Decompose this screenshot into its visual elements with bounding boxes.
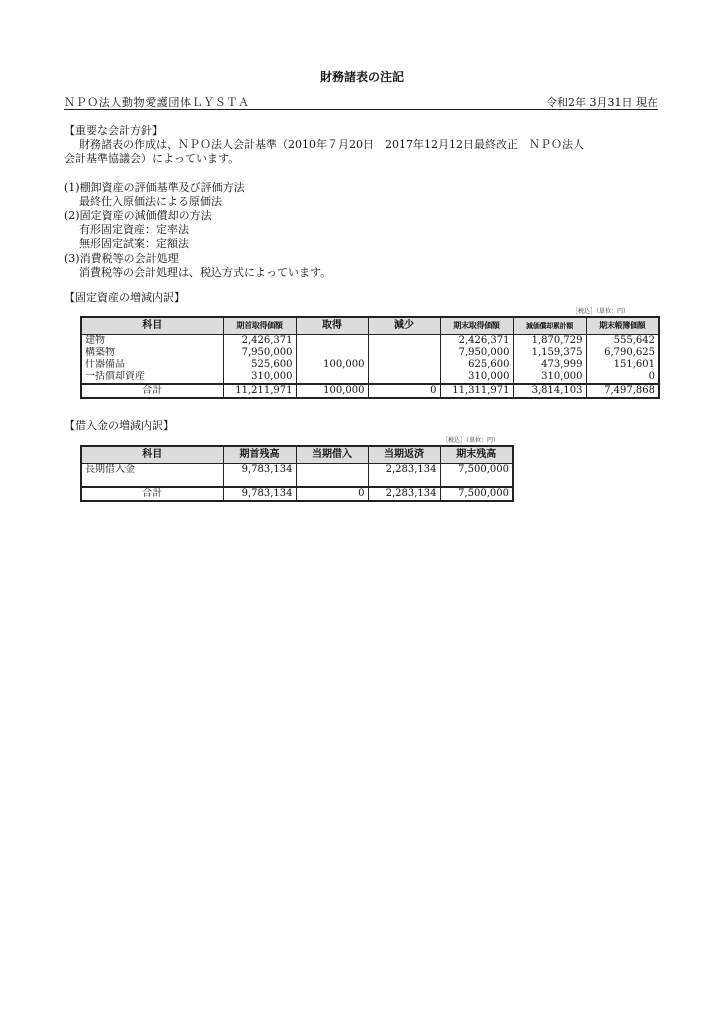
cell-value: 1,870,729	[513, 335, 586, 348]
cell-total-label: 合計	[81, 384, 223, 398]
policy-text-line-1: 財務諸表の作成は、ＮＰＯ法人会計基準（2010年７月20日 2017年12月12日最終改正 ＮＰＯ法人	[79, 138, 584, 152]
policy-item-2: (2)固定資産の減価償却の方法	[64, 209, 212, 223]
cell-blank	[223, 476, 296, 487]
cell-value: 473,999	[513, 359, 586, 371]
policy-item-2-detail-b: 無形固定試案：定額法	[79, 237, 189, 251]
cell-total-value: 11,311,971	[440, 384, 513, 398]
cell-subject: 建物	[81, 335, 223, 348]
cell-value: 7,500,000	[440, 464, 513, 477]
cell-value	[296, 371, 368, 384]
cell-value: 7,950,000	[223, 347, 296, 359]
policy-text-line-2: 会計基準協議会）によっています。	[64, 152, 240, 166]
cell-value: 151,601	[586, 359, 659, 371]
table-header-row	[81, 317, 659, 335]
table-header-row	[81, 446, 513, 464]
col-header-borrowing: 当期借入	[296, 446, 368, 464]
cell-value: 625,600	[440, 359, 513, 371]
table-blank-row	[81, 476, 513, 487]
cell-value: 2,426,371	[223, 335, 296, 348]
cell-value	[296, 464, 368, 477]
cell-value: 2,283,134	[368, 464, 440, 477]
cell-subject: 什器備品	[81, 359, 223, 371]
cell-value	[296, 347, 368, 359]
cell-value: 0	[586, 371, 659, 384]
cell-total-value: 9,783,134	[223, 487, 296, 501]
policy-item-1-detail: 最終仕入原価法による原価法	[79, 194, 222, 208]
cell-value: 555,642	[586, 335, 659, 348]
col-header-accumulated-depreciation: 減価償却累計額	[513, 317, 586, 335]
cell-value: 2,426,371	[440, 335, 513, 348]
report-date: 令和2年 3月31日 現在	[546, 96, 658, 109]
table-row	[81, 347, 659, 359]
cell-total-value: 7,500,000	[440, 487, 513, 501]
cell-value: 525,600	[223, 359, 296, 371]
cell-value: 310,000	[513, 371, 586, 384]
cell-subject: 構築物	[81, 347, 223, 359]
cell-blank	[81, 476, 223, 487]
cell-value	[368, 371, 440, 384]
fixed-assets-heading: 【固定資産の増減内訳】	[64, 291, 185, 304]
loans-heading: 【借入金の増減内訳】	[64, 419, 174, 432]
table-total-row	[81, 487, 513, 501]
col-header-closing-balance: 期末残高	[440, 446, 513, 464]
cell-total-value: 3,814,103	[513, 384, 586, 398]
policy-item-3-detail: 消費税等の会計処理は、税込方式によっています。	[79, 265, 332, 279]
cell-total-value: 100,000	[296, 384, 368, 398]
loans-unit: ［税込］（単位：円）	[442, 437, 500, 444]
cell-value	[368, 347, 440, 359]
policy-item-2-detail-a: 有形固定資産：定率法	[79, 223, 189, 237]
cell-total-value: 2,283,134	[368, 487, 440, 501]
policy-heading: 【重要な会計方針】	[64, 124, 163, 137]
cell-value	[296, 335, 368, 348]
accounting-policy-notes	[64, 124, 664, 280]
cell-value: 100,000	[296, 359, 368, 371]
table-row	[81, 359, 659, 371]
col-header-closing-cost: 期末取得価額	[440, 317, 513, 335]
page-title: 財務諸表の注記	[319, 70, 404, 84]
cell-value: 310,000	[440, 371, 513, 384]
col-header-repayment: 当期返済	[368, 446, 440, 464]
table-row	[81, 335, 659, 348]
cell-total-value: 7,497,868	[586, 384, 659, 398]
cell-value: 9,783,134	[223, 464, 296, 477]
cell-value: 6,790,625	[586, 347, 659, 359]
col-header-opening-cost: 期首取得価額	[223, 317, 296, 335]
cell-blank	[368, 476, 440, 487]
cell-blank	[440, 476, 513, 487]
cell-total-label: 合計	[81, 487, 223, 501]
table-row	[81, 371, 659, 384]
fixed-assets-table	[80, 316, 660, 399]
cell-blank	[296, 476, 368, 487]
header-line	[64, 93, 658, 110]
col-header-opening-balance: 期首残高	[223, 446, 296, 464]
col-header-decrease: 減少	[368, 317, 440, 335]
cell-value: 7,950,000	[440, 347, 513, 359]
table-row	[81, 464, 513, 477]
cell-value: 310,000	[223, 371, 296, 384]
cell-value	[368, 335, 440, 348]
policy-item-3: (3)消費税等の会計処理	[64, 251, 179, 265]
col-header-subject: 科目	[81, 317, 223, 335]
fixed-assets-unit: ［税込］（単位：円）	[572, 308, 630, 315]
cell-total-value: 0	[296, 487, 368, 501]
policy-item-1: (1)棚卸資産の評価基準及び評価方法	[64, 180, 245, 194]
loans-table	[80, 445, 514, 502]
cell-subject: 一括償却資産	[81, 371, 223, 384]
col-header-subject: 科目	[81, 446, 223, 464]
cell-total-value: 11,211,971	[223, 384, 296, 398]
cell-value: 1,159,375	[513, 347, 586, 359]
spacer	[64, 167, 664, 181]
cell-total-value: 0	[368, 384, 440, 398]
col-header-book-value: 期末帳簿価額	[586, 317, 659, 335]
col-header-acquisition: 取得	[296, 317, 368, 335]
organization-name: ＮＰＯ法人動物愛護団体ＬＹＳＴＡ	[64, 96, 250, 109]
cell-subject: 長期借入金	[81, 464, 223, 477]
table-total-row	[81, 384, 659, 398]
cell-value	[368, 359, 440, 371]
